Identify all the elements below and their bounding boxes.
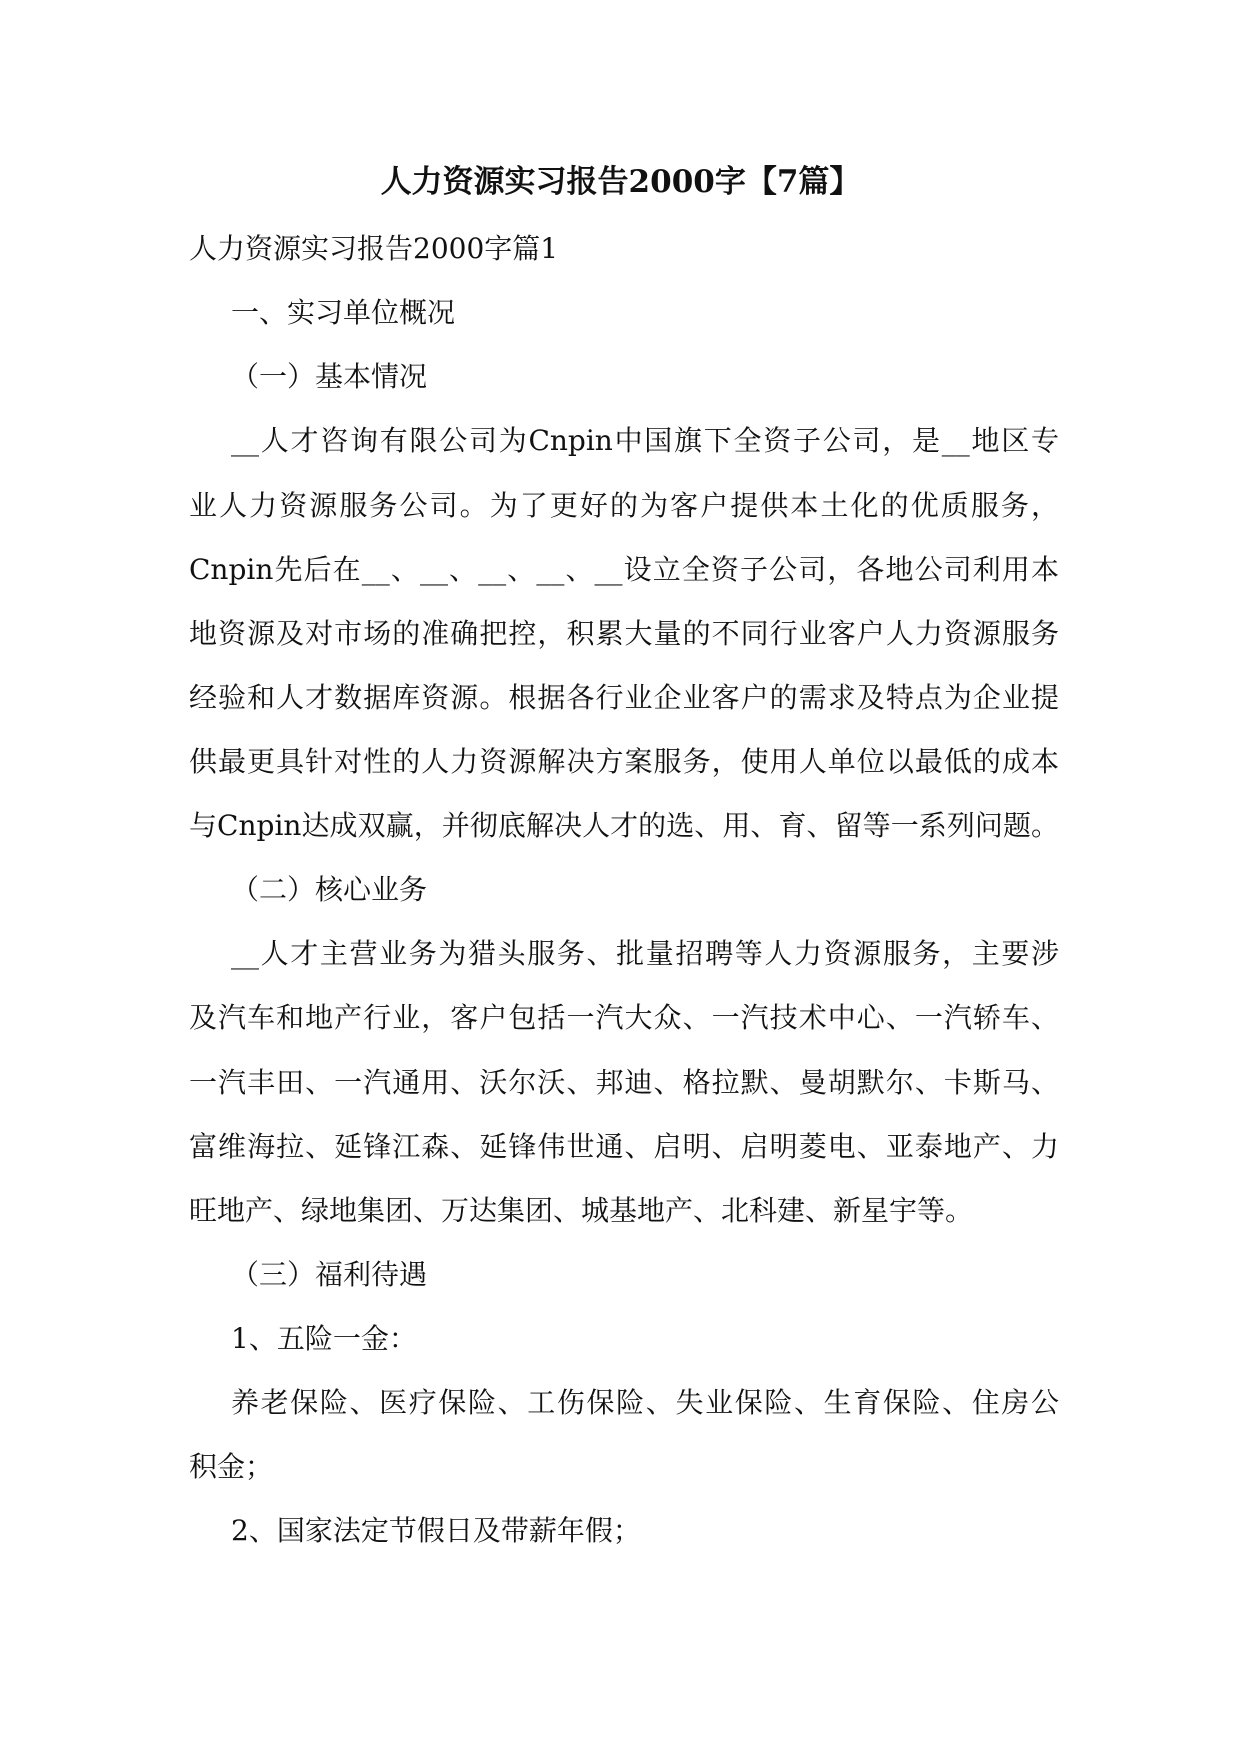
paragraph-line: Cnpin先后在__、__、__、__、__设立全资子公司，各地公司利用本 (189, 553, 1059, 586)
paragraph-line: 业人力资源服务公司。为了更好的为客户提供本土化的优质服务， (189, 489, 1059, 522)
paragraph-line: 地资源及对市场的准确把控，积累大量的不同行业客户人力资源服务 (189, 617, 1059, 650)
paragraph-line: 及汽车和地产行业，客户包括一汽大众、一汽技术中心、一汽轿车、 (189, 1001, 1059, 1034)
paragraph-line: 供最更具针对性的人力资源解决方案服务，使用人单位以最低的成本 (189, 745, 1059, 778)
paragraph-line: 积金； (189, 1450, 274, 1483)
paragraph-line: 富维海拉、延锋江森、延锋伟世通、启明、启明菱电、亚泰地产、力 (189, 1130, 1059, 1163)
paragraph-line: 旺地产、绿地集团、万达集团、城基地产、北科建、新星宇等。 (189, 1194, 974, 1227)
paragraph-line: __人才主营业务为猎头服务、批量招聘等人力资源服务，主要涉 (231, 937, 1059, 970)
list-item-heading: 2、国家法定节假日及带薪年假； (231, 1514, 641, 1547)
document-title: 人力资源实习报告2000字【7篇】 (380, 164, 861, 200)
subsection-heading: （三）福利待遇 (231, 1258, 428, 1291)
subsection-heading: （一）基本情况 (231, 360, 428, 393)
list-item-heading: 1、五险一金： (231, 1322, 417, 1355)
paragraph-line: __人才咨询有限公司为Cnpin中国旗下全资子公司，是__地区专 (231, 424, 1059, 457)
paragraph-line: 养老保险、医疗保险、工伤保险、失业保险、生育保险、住房公 (231, 1386, 1059, 1419)
paragraph-line: 经验和人才数据库资源。根据各行业企业客户的需求及特点为企业提 (189, 681, 1059, 714)
paragraph-line: 一汽丰田、一汽通用、沃尔沃、邦迪、格拉默、曼胡默尔、卡斯马、 (189, 1066, 1059, 1099)
paragraph-line: 与Cnpin达成双赢，并彻底解决人才的选、用、育、留等一系列问题。 (189, 809, 1059, 842)
chapter-heading: 一、实习单位概况 (231, 296, 456, 329)
subsection-heading: （二）核心业务 (231, 873, 428, 906)
section-heading: 人力资源实习报告2000字篇1 (189, 232, 559, 265)
